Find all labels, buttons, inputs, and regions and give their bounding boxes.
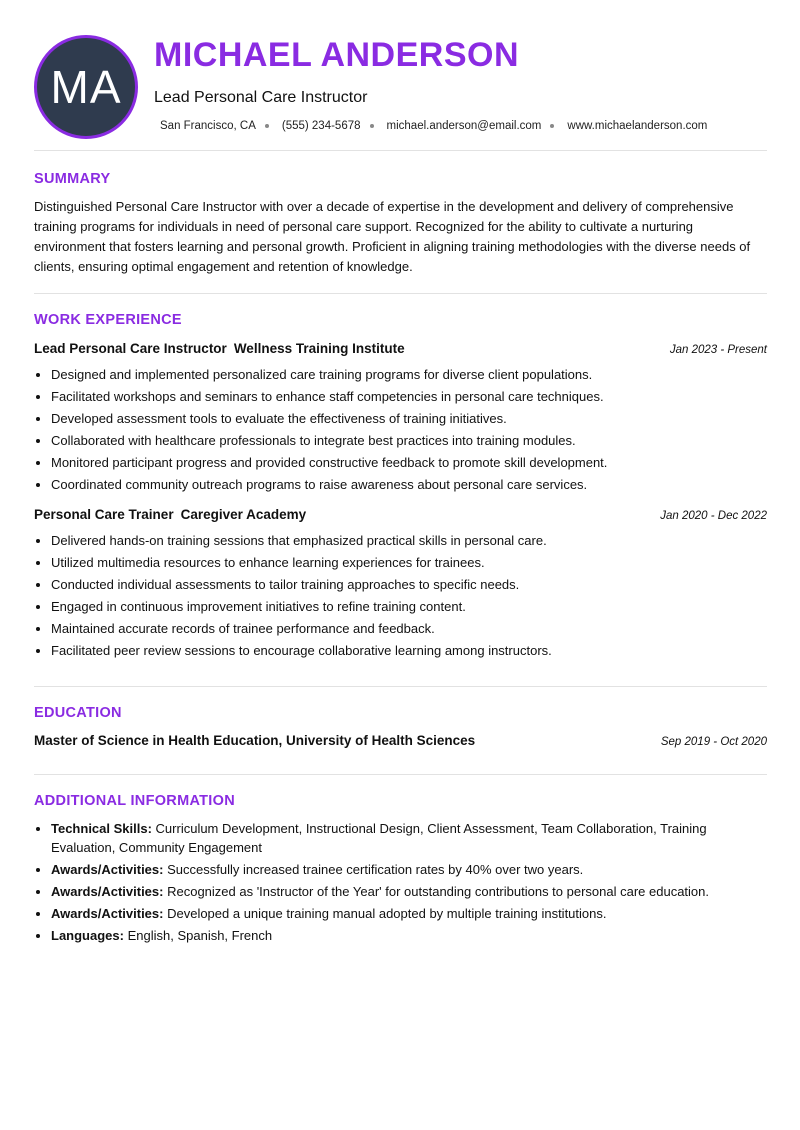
job-bullets [34, 530, 767, 662]
list-item [51, 860, 767, 879]
list-item [51, 926, 767, 945]
job-company: Wellness Training Institute [233, 341, 405, 356]
info-label: Awards/Activities: [51, 884, 164, 899]
list-item [51, 904, 767, 923]
list-item [51, 882, 767, 901]
job-header [34, 506, 767, 524]
summary-heading: SUMMARY [34, 171, 111, 187]
info-label: Technical Skills: [51, 821, 152, 836]
list-item: • Facilitated peer review sessions to encourage collaborative learning among instructors. [51, 640, 767, 662]
list-item: • Developed assessment tools to evaluate the effectiveness of training initiatives. [51, 408, 767, 430]
list-item: • Conducted individual assessments to tailor training approaches to specific needs. [51, 574, 767, 596]
list-item: • Facilitated workshops and seminars to enhance staff competencies in personal care techniques. [51, 386, 767, 408]
info-text: Recognized as 'Instructor of the Year' for outstanding contributions to personal care education. [167, 884, 710, 899]
summary-section [34, 151, 767, 293]
list-item: • Coordinated community outreach programs to raise awareness about personal care services. [51, 474, 767, 496]
job-company: Caregiver Academy [180, 507, 307, 522]
list-item: • Engaged in continuous improvement initiatives to refine training content. [51, 596, 767, 618]
info-text: Developed a unique training manual adopted by multiple training institutions. [167, 906, 607, 921]
list-item [51, 819, 767, 857]
info-label: Awards/Activities: [51, 862, 164, 877]
candidate-name: MICHAEL ANDERSON [154, 36, 520, 74]
dot-separator-icon [370, 124, 374, 128]
additional-list [34, 819, 767, 945]
education-entry [34, 733, 767, 748]
info-text: Curriculum Development, Instructional Design, Client Assessment, Team Collaboration, Training Evaluation, Community Engagement [51, 821, 707, 855]
dot-separator-icon [550, 124, 554, 128]
avatar-initials: MA [34, 35, 138, 139]
job-entry [34, 340, 767, 496]
job-dates: Jan 2023 - Present [669, 344, 767, 356]
job-dates: Jan 2020 - Dec 2022 [660, 510, 767, 522]
contact-row [160, 120, 707, 132]
info-label: Awards/Activities: [51, 906, 164, 921]
list-item: • Delivered hands-on training sessions that emphasized practical skills in personal care. [51, 530, 767, 552]
experience-heading: WORK EXPERIENCE [34, 312, 182, 328]
info-label: Languages: [51, 928, 124, 943]
info-text: English, Spanish, French [127, 928, 273, 943]
job-bullets [34, 364, 767, 496]
education-section [34, 687, 767, 774]
contact-phone: (555) 234-5678 [281, 120, 361, 132]
contact-location: San Francisco, CA [160, 120, 256, 132]
experience-section [34, 294, 767, 686]
education-degree: Master of Science in Health Education, University of Health Sciences [34, 733, 476, 748]
contact-email: michael.anderson@email.com [386, 120, 542, 132]
additional-section [34, 775, 767, 945]
list-item: • Collaborated with healthcare professionals to integrate best practices into training modules. [51, 430, 767, 452]
job-role: Lead Personal Care Instructor [34, 341, 227, 356]
additional-heading: ADDITIONAL INFORMATION [34, 793, 235, 809]
resume-header [34, 0, 767, 150]
summary-text: Distinguished Personal Care Instructor with over a decade of expertise in the development and delivery of comprehensive training programs for individuals in need of personal care support. Recognized for the ability to cultivate a nurturing environment that fosters learning and personal growth. Proficient in aligning training methodologies with the diverse needs of clients, ensuring optimal engagement and retention of knowledge. [34, 199, 751, 274]
list-item: • Maintained accurate records of trainee performance and feedback. [51, 618, 767, 640]
list-item: • Utilized multimedia resources to enhance learning experiences for trainees. [51, 552, 767, 574]
education-heading: EDUCATION [34, 705, 122, 721]
education-dates: Sep 2019 - Oct 2020 [660, 736, 767, 748]
job-entry [34, 506, 767, 662]
list-item: • Designed and implemented personalized care training programs for diverse client populations. [51, 364, 767, 386]
contact-website: www.michaelanderson.com [567, 120, 708, 132]
dot-separator-icon [265, 124, 269, 128]
candidate-title: Lead Personal Care Instructor [154, 89, 368, 106]
job-role: Personal Care Trainer [34, 507, 174, 522]
list-item: • Monitored participant progress and provided constructive feedback to promote skill development. [51, 452, 767, 474]
info-text: Successfully increased trainee certification rates by 40% over two years. [167, 862, 584, 877]
job-header [34, 340, 767, 358]
